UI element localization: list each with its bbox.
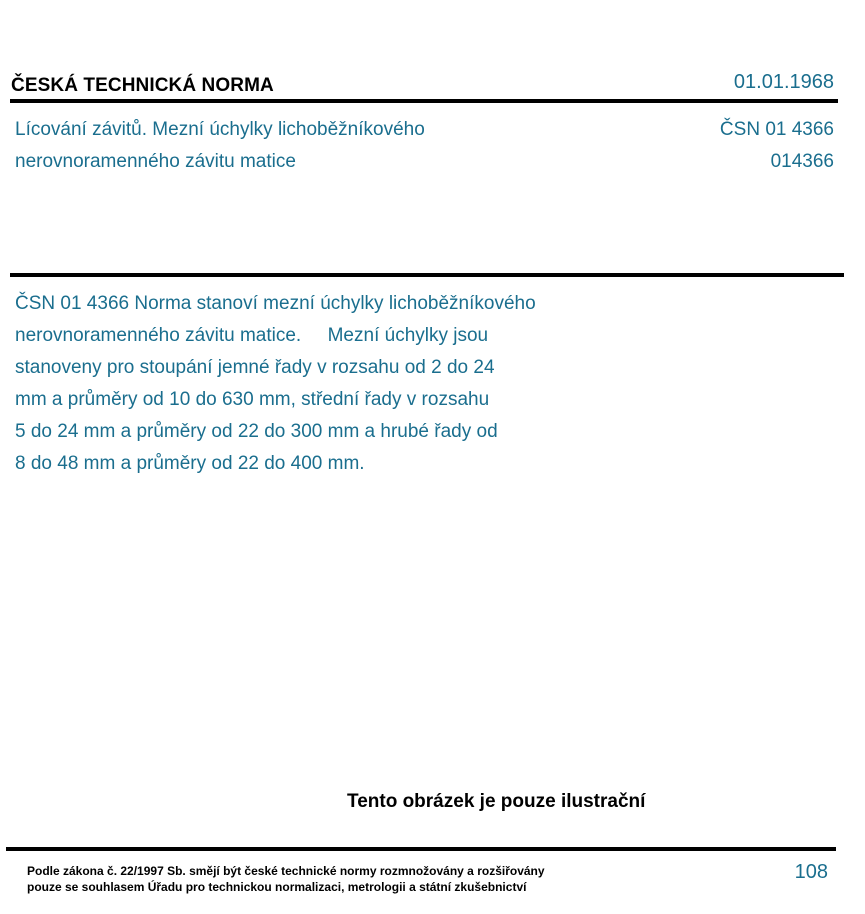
abstract-line: 5 do 24 mm a průměry od 22 do 300 mm a hrubé řady od bbox=[15, 421, 498, 442]
abstract-line: nerovnoramenného závitu matice. Mezní úchylky jsou bbox=[15, 325, 489, 346]
legal-line: pouze se souhlasem Úřadu pro technickou normalizaci, metrologii a státní zkušebnictví bbox=[27, 880, 527, 894]
abstract-line: 8 do 48 mm a průměry od 22 do 400 mm. bbox=[15, 453, 365, 474]
standard-code: ČSN 01 4366 bbox=[719, 119, 834, 140]
abstract-line: ČSN 01 4366 Norma stanoví mezní úchylky lichoběžníkového bbox=[15, 293, 536, 314]
norm-label: ČESKÁ TECHNICKÁ NORMA bbox=[11, 75, 274, 96]
standard-title-line: Lícování závitů. Mezní úchylky lichoběžníkového bbox=[15, 119, 425, 140]
standard-title-line: nerovnoramenného závitu matice bbox=[15, 151, 296, 172]
section-divider bbox=[10, 273, 844, 277]
publication-date: 01.01.1968 bbox=[733, 71, 834, 93]
header-divider bbox=[10, 99, 838, 103]
legal-notice bbox=[27, 863, 545, 895]
abstract-line: stanoveny pro stoupání jemné řady v rozsahu od 2 do 24 bbox=[15, 357, 495, 378]
illustration-note: Tento obrázek je pouze ilustrační bbox=[347, 791, 646, 812]
page-number: 108 bbox=[794, 861, 828, 883]
footer-divider bbox=[6, 847, 836, 851]
abstract-text bbox=[15, 288, 536, 480]
legal-line: Podle zákona č. 22/1997 Sb. smějí být české technické normy rozmnožovány a rozšiřovány bbox=[27, 864, 545, 878]
abstract-line: mm a průměry od 10 do 630 mm, střední řady v rozsahu bbox=[15, 389, 490, 410]
standard-title bbox=[15, 114, 425, 178]
standard-identifiers bbox=[720, 114, 834, 178]
catalog-number: 014366 bbox=[770, 151, 834, 172]
